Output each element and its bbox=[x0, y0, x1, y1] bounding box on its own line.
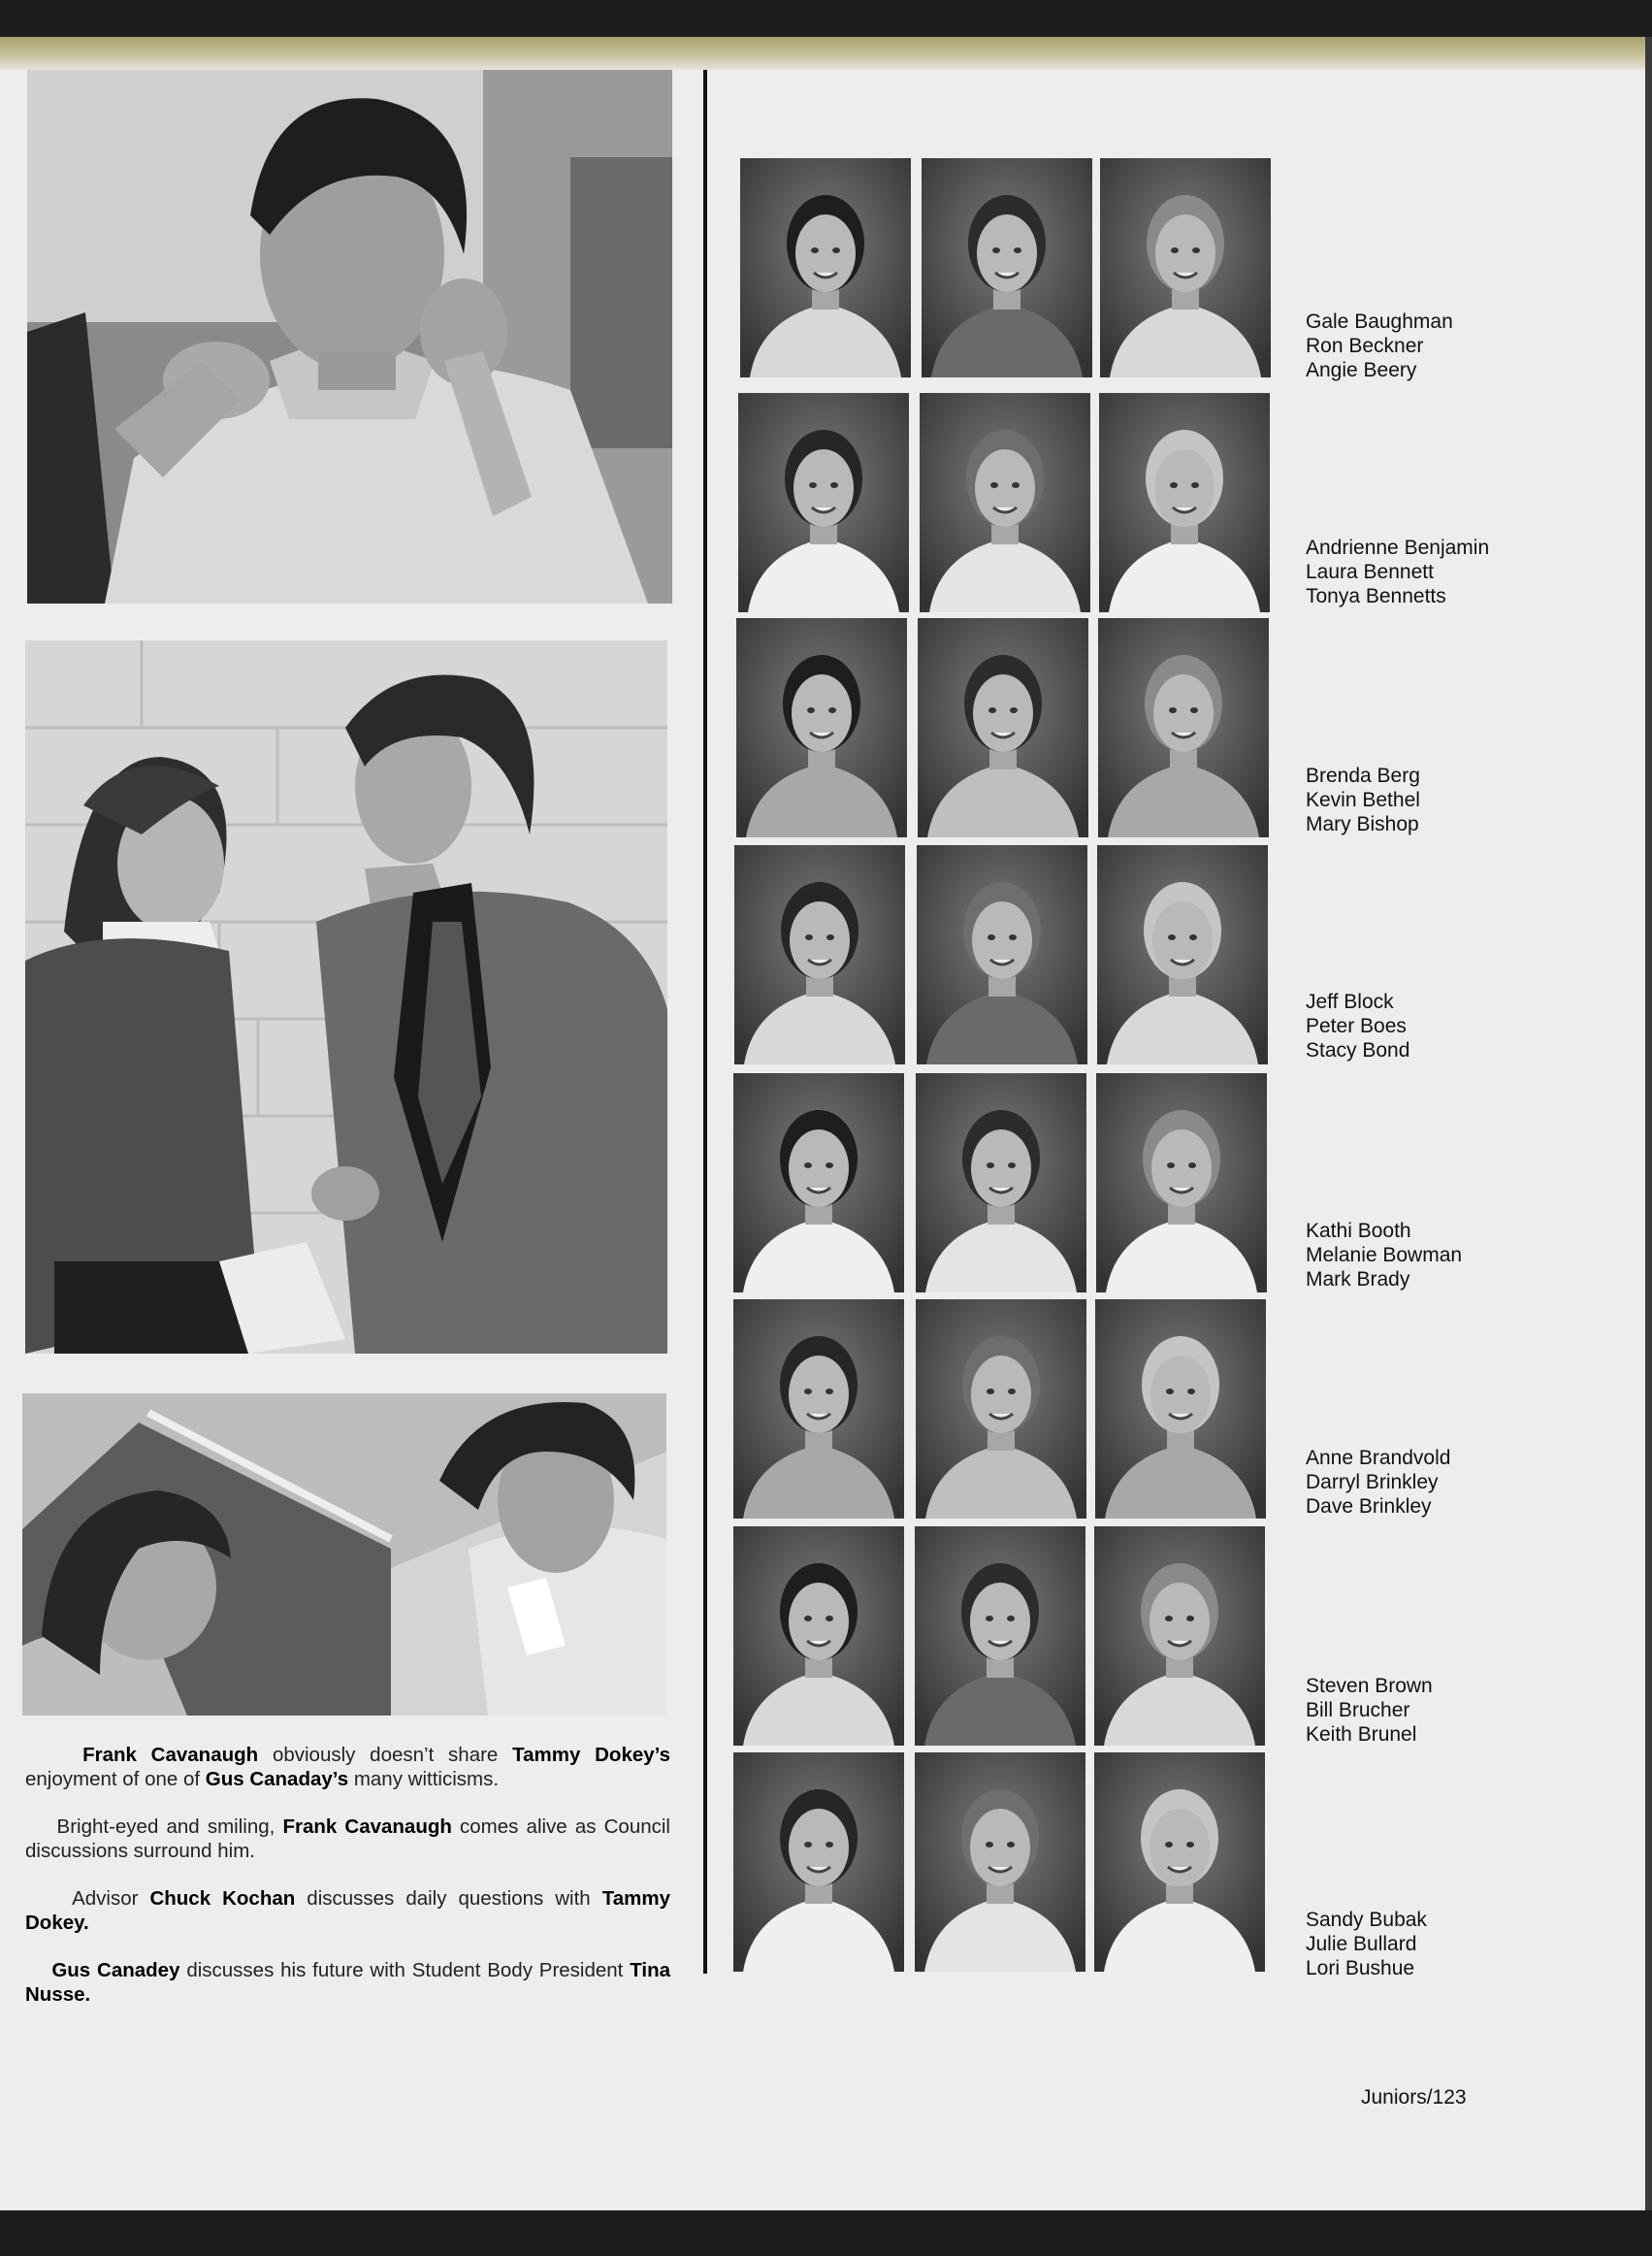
student-portrait bbox=[922, 158, 1092, 377]
caption-4: Gus Canadey discusses his future with Student Body President Tina Nusse. bbox=[25, 1959, 670, 2006]
page-right-edge bbox=[1645, 37, 1652, 2210]
student-name: Ron Beckner bbox=[1306, 335, 1424, 357]
student-portrait bbox=[920, 393, 1090, 612]
student-portrait bbox=[915, 1526, 1085, 1746]
caption-name: Frank Cavanaugh bbox=[82, 1744, 259, 1766]
caption-3: Advisor Chuck Kochan discusses daily questions with Tammy Dokey. bbox=[25, 1887, 670, 1934]
column-divider bbox=[703, 70, 707, 1974]
name-list-row-4 bbox=[1306, 990, 1548, 1063]
student-portrait bbox=[736, 618, 907, 837]
name-list-row-6 bbox=[1306, 1446, 1548, 1519]
caption-name: Tammy Dokey. bbox=[25, 1887, 670, 1934]
candid-photo-stairway bbox=[22, 1393, 666, 1716]
student-name: Kathi Booth bbox=[1306, 1220, 1411, 1242]
student-name: Jeff Block bbox=[1306, 991, 1394, 1013]
name-list-row-1 bbox=[1306, 310, 1548, 382]
student-name: Tonya Bennetts bbox=[1306, 585, 1446, 607]
student-name: Brenda Berg bbox=[1306, 765, 1420, 787]
student-portrait bbox=[1094, 1752, 1265, 1972]
student-portrait bbox=[733, 1073, 904, 1292]
student-name: Bill Brucher bbox=[1306, 1699, 1410, 1721]
student-name: Julie Bullard bbox=[1306, 1933, 1417, 1955]
caption-name: Tina Nusse. bbox=[25, 1959, 670, 2006]
student-name: Andrienne Benjamin bbox=[1306, 537, 1490, 559]
name-list-row-8 bbox=[1306, 1908, 1548, 1980]
candid-photo-advisor-student bbox=[25, 640, 667, 1354]
student-name: Melanie Bowman bbox=[1306, 1244, 1463, 1266]
student-name: Keith Brunel bbox=[1306, 1723, 1417, 1746]
student-name: Kevin Bethel bbox=[1306, 789, 1420, 811]
student-portrait bbox=[734, 845, 905, 1064]
caption-name: Chuck Kochan bbox=[149, 1887, 296, 1910]
student-portrait bbox=[916, 1073, 1086, 1292]
student-name: Darryl Brinkley bbox=[1306, 1471, 1439, 1493]
student-name: Lori Bushue bbox=[1306, 1957, 1415, 1979]
student-name: Gale Baughman bbox=[1306, 311, 1453, 333]
student-name: Peter Boes bbox=[1306, 1015, 1407, 1037]
student-portrait bbox=[733, 1299, 904, 1519]
student-portrait bbox=[1099, 393, 1270, 612]
caption-1: Frank Cavanaugh obviously doesn’t share Tammy Dokey’s enjoyment of one of Gus Canaday’s many witticisms. bbox=[25, 1744, 670, 1790]
name-list-row-2 bbox=[1306, 536, 1548, 608]
student-name: Mark Brady bbox=[1306, 1268, 1410, 1291]
student-name: Angie Beery bbox=[1306, 359, 1417, 381]
page-top-band bbox=[0, 37, 1645, 70]
photo-captions bbox=[25, 1743, 670, 2030]
student-portrait bbox=[918, 618, 1088, 837]
student-portrait bbox=[917, 845, 1087, 1064]
student-name: Dave Brinkley bbox=[1306, 1495, 1432, 1518]
student-portrait bbox=[738, 393, 909, 612]
caption-name: Gus Canadey bbox=[51, 1959, 180, 1981]
student-name: Mary Bishop bbox=[1306, 813, 1419, 835]
caption-2: Bright-eyed and smiling, Frank Cavanaugh comes alive as Council discussions surround him. bbox=[25, 1815, 670, 1862]
name-list-row-5 bbox=[1306, 1219, 1548, 1291]
student-portrait bbox=[916, 1299, 1086, 1519]
student-name: Stacy Bond bbox=[1306, 1039, 1410, 1062]
candid-photo-boy-talking bbox=[27, 70, 672, 604]
page-folio: Juniors/123 bbox=[1361, 2086, 1467, 2109]
caption-name: Gus Canaday’s bbox=[205, 1768, 349, 1790]
student-name: Sandy Bubak bbox=[1306, 1909, 1427, 1931]
student-name: Steven Brown bbox=[1306, 1675, 1433, 1697]
student-portrait bbox=[1096, 1073, 1267, 1292]
student-portrait bbox=[1097, 845, 1268, 1064]
student-portrait bbox=[915, 1752, 1085, 1972]
student-portrait bbox=[740, 158, 911, 377]
name-list-row-3 bbox=[1306, 764, 1548, 836]
student-portrait bbox=[733, 1752, 904, 1972]
caption-name: Tammy Dokey’s bbox=[512, 1744, 670, 1766]
student-portrait bbox=[1095, 1299, 1266, 1519]
student-portrait bbox=[1098, 618, 1269, 837]
student-portrait bbox=[1094, 1526, 1265, 1746]
caption-name: Frank Cavanaugh bbox=[282, 1815, 452, 1838]
student-name: Laura Bennett bbox=[1306, 561, 1434, 583]
name-list-row-7 bbox=[1306, 1674, 1548, 1747]
student-portrait bbox=[733, 1526, 904, 1746]
student-portrait bbox=[1100, 158, 1271, 377]
student-name: Anne Brandvold bbox=[1306, 1447, 1451, 1469]
